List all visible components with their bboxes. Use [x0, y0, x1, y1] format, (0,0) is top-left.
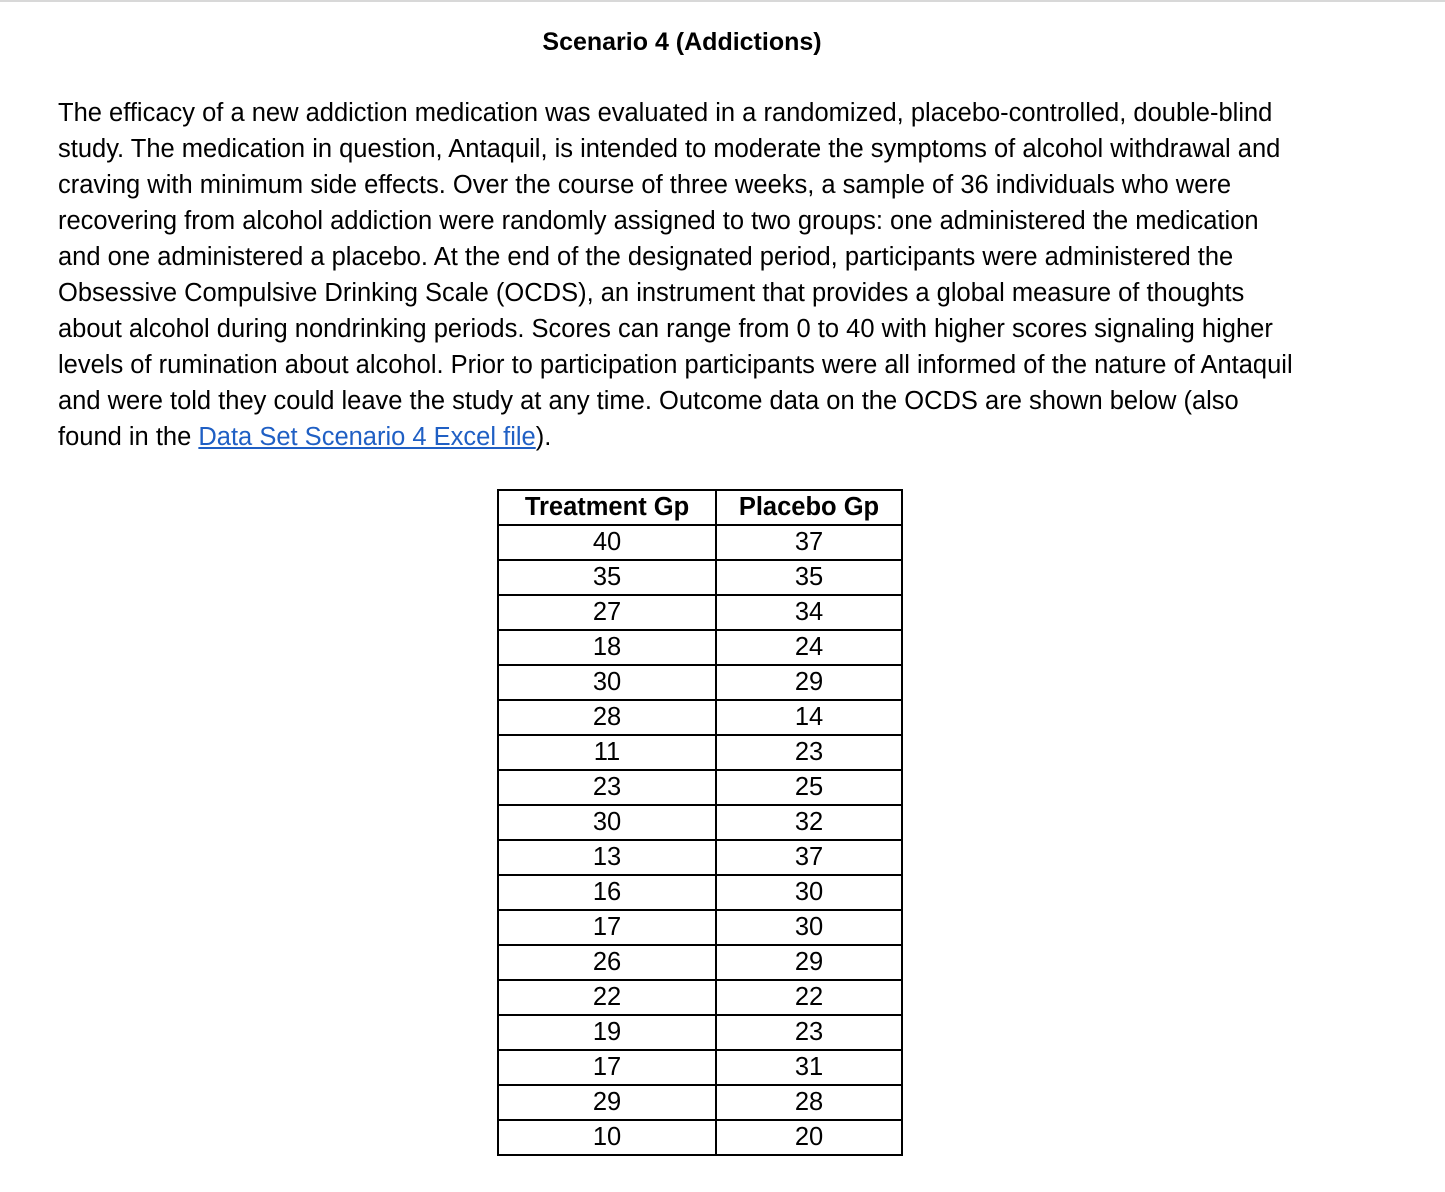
table-row: [498, 840, 902, 875]
table-row: [498, 525, 902, 560]
placebo-score-cell: 23: [716, 735, 902, 770]
table-row: [498, 630, 902, 665]
data-set-link[interactable]: Data Set Scenario 4 Excel file: [198, 423, 536, 451]
placebo-score-cell: 28: [716, 1085, 902, 1120]
placebo-score-cell: 24: [716, 630, 902, 665]
table-row: [498, 700, 902, 735]
placebo-score-cell: 30: [716, 910, 902, 945]
treatment-score-cell: 27: [498, 595, 716, 630]
placebo-score-cell: 29: [716, 665, 902, 700]
placebo-score-cell: 31: [716, 1050, 902, 1085]
treatment-score-cell: 10: [498, 1120, 716, 1155]
table-row: [498, 735, 902, 770]
treatment-score-cell: 17: [498, 1050, 716, 1085]
page-title: Scenario 4 (Addictions): [542, 28, 822, 56]
placebo-score-cell: 32: [716, 805, 902, 840]
table-row: [498, 665, 902, 700]
placebo-score-cell: 22: [716, 980, 902, 1015]
table-row: [498, 560, 902, 595]
header-treatment-group: Treatment Gp: [498, 490, 716, 525]
table-body: [498, 525, 902, 1155]
table-row: [498, 1015, 902, 1050]
table-row: [498, 805, 902, 840]
table-row: [498, 1085, 902, 1120]
table-row: [498, 770, 902, 805]
treatment-score-cell: 28: [498, 700, 716, 735]
placebo-score-cell: 30: [716, 875, 902, 910]
treatment-score-cell: 22: [498, 980, 716, 1015]
table-row: [498, 1050, 902, 1085]
placebo-score-cell: 23: [716, 1015, 902, 1050]
table-row: [498, 980, 902, 1015]
placebo-score-cell: 37: [716, 525, 902, 560]
table-row: [498, 910, 902, 945]
treatment-score-cell: 35: [498, 560, 716, 595]
treatment-score-cell: 23: [498, 770, 716, 805]
ocds-data-table: [497, 489, 903, 1156]
paragraph-text-end: ).: [535, 423, 552, 451]
placebo-score-cell: 37: [716, 840, 902, 875]
treatment-score-cell: 40: [498, 525, 716, 560]
placebo-score-cell: 25: [716, 770, 902, 805]
page-top-rule: [0, 0, 1445, 2]
treatment-score-cell: 30: [498, 665, 716, 700]
table-row: [498, 875, 902, 910]
paragraph-text: The efficacy of a new addiction medication was evaluated in a randomized, placebo-controlled, double-blind study. The medication in question, Antaquil, is intended to moderate the symptoms of alcohol withdrawal and craving with minimum side effects. Over the course of three weeks, a sample of 36 individuals who were recovering from alcohol addiction were randomly assigned to two groups: one administered the medication and one administered a placebo. At the end of the designated period, participants were administered the Obsessive Compulsive Drinking Scale (OCDS), an instrument that provides a global measure of thoughts about alcohol during nondrinking periods. Scores can range from 0 to 40 with higher scores signaling higher levels of rumination about alcohol. Prior to participation participants were all informed of the nature of Antaquil and were told they could leave the study at any time. Outcome data on the OCDS are shown below (also found in the: [58, 99, 1293, 451]
header-placebo-group: Placebo Gp: [716, 490, 902, 525]
treatment-score-cell: 17: [498, 910, 716, 945]
placebo-score-cell: 29: [716, 945, 902, 980]
placebo-score-cell: 14: [716, 700, 902, 735]
treatment-score-cell: 26: [498, 945, 716, 980]
placebo-score-cell: 35: [716, 560, 902, 595]
table-header-row: [498, 490, 902, 525]
table-row: [498, 595, 902, 630]
treatment-score-cell: 16: [498, 875, 716, 910]
table-row: [498, 945, 902, 980]
placebo-score-cell: 20: [716, 1120, 902, 1155]
treatment-score-cell: 19: [498, 1015, 716, 1050]
placebo-score-cell: 34: [716, 595, 902, 630]
scenario-paragraph: [58, 95, 1308, 455]
treatment-score-cell: 13: [498, 840, 716, 875]
treatment-score-cell: 11: [498, 735, 716, 770]
treatment-score-cell: 18: [498, 630, 716, 665]
table-row: [498, 1120, 902, 1155]
treatment-score-cell: 30: [498, 805, 716, 840]
treatment-score-cell: 29: [498, 1085, 716, 1120]
